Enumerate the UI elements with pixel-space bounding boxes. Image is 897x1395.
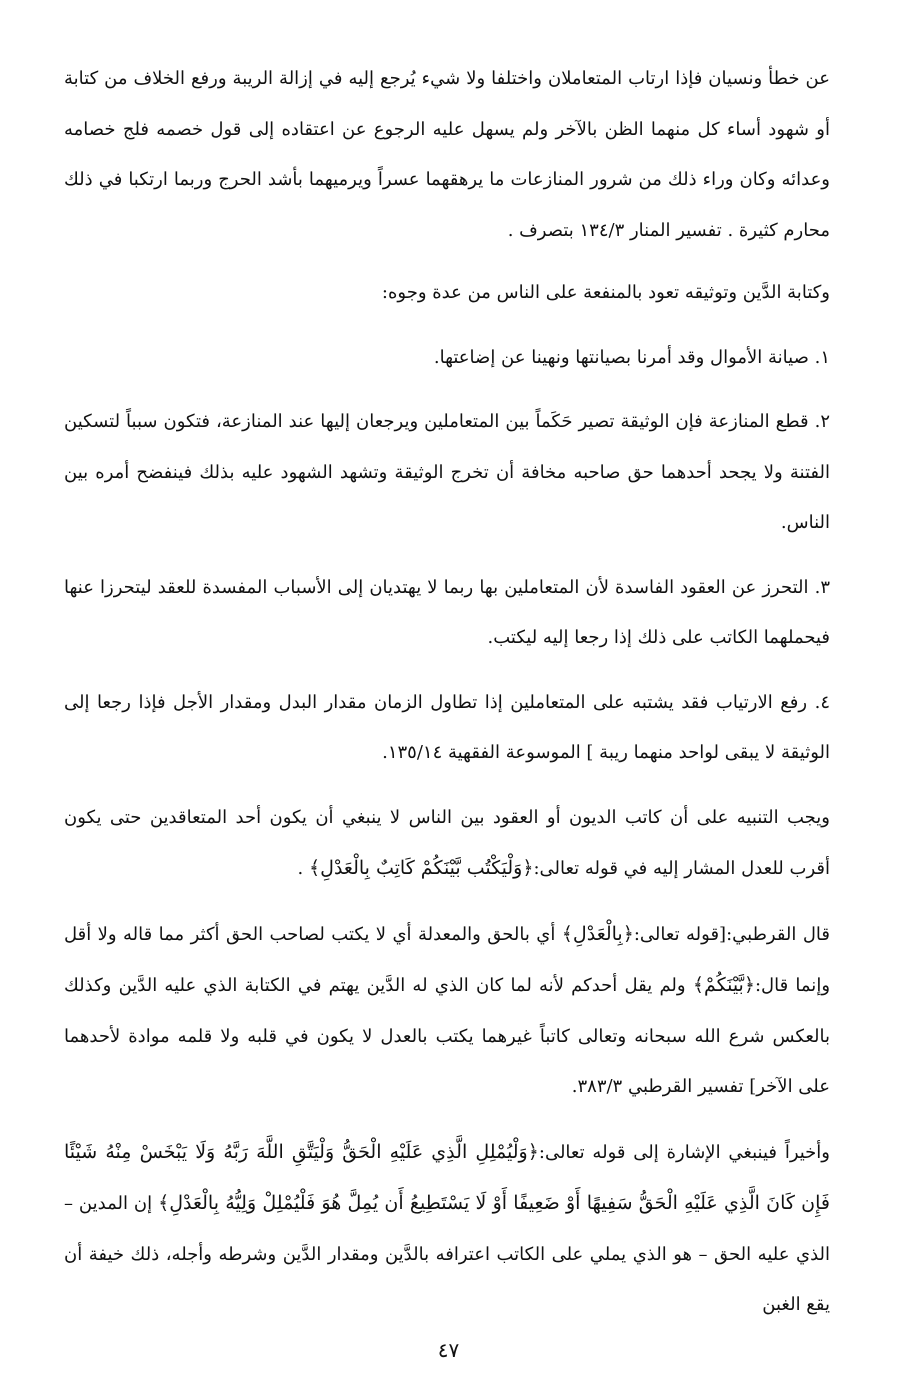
finally-text-a: وأخيراً فينبغي الإشارة إلى قوله تعالى: bbox=[538, 1141, 831, 1163]
list-item-4: ٤. رفع الارتياب فقد يشتبه على المتعاملين إذا تطاول الزمان مقدار البدل ومقدار الأجل فإذا رجعا إلى الوثيقة لا يبقى لواحد منهما ريبة ] الموسوعة الفقهية ١٣٥/١٤. bbox=[64, 691, 830, 763]
finally-text-b: إن المدين – الذي عليه الحق – هو الذي يملي على الكاتب اعترافه بالدَّين ومقدار الدَّين وشرطه وأجله، ذلك خيفة أن يقع الغبن bbox=[64, 1193, 830, 1315]
page-footer bbox=[0, 1338, 897, 1362]
qurtubi-text-a: قال القرطبي:[قوله تعالى: bbox=[633, 923, 830, 945]
paragraph-finally bbox=[64, 1127, 830, 1331]
quran-verse-quote: ﴿وَلْيَكْتُب بَّيْنَكُمْ كَاتِبٌ بِالْعَدْلِ﴾ bbox=[309, 857, 534, 879]
list-item-1: ١. صيانة الأموال وقد أمرنا بصيانتها ونهينا عن إضاعتها. bbox=[433, 346, 830, 368]
paragraph-scribe-note bbox=[64, 793, 830, 895]
quran-verse-dictation: ﴿وَلْيُمْلِلِ الَّذِي عَلَيْهِ الْحَقُّ وَلْيَتَّقِ اللَّهَ رَبَّهُ وَلَا يَبْخَسْ مِنْهُ شَيْئًا فَإِن كَانَ الَّذِي عَلَيْهِ الْحَقُّ سَفِيهًا أَوْ ضَعِيفًا أَوْ لَا يَسْتَطِيعُ أَن يُمِلَّ هُوَ فَلْيُمْلِلْ وَلِيُّهُ بِالْعَدْلِ﴾ bbox=[64, 1140, 830, 1214]
list-item-3: ٣. التحرز عن العقود الفاسدة لأن المتعاملين بها ربما لا يهتديان إلى الأسباب المفسدة للعقد ليتحرزا عنها فيحملهما الكاتب على ذلك إذا رجعا إليه ليكتب. bbox=[64, 576, 830, 648]
page-body bbox=[64, 54, 830, 1345]
paragraph-scribe-end: . bbox=[297, 858, 309, 879]
page-number: ٤٧ bbox=[437, 1338, 460, 1362]
qurtubi-text-c: ولم يقل أحدكم لأنه لما كان الذي له الدَّين يهتم في الكتابة الذي عليه الدَّين وكذلك بالعكس شرع الله سبحانه وتعالى كاتباً غيرهما يكتب بالعدل لا يكون في قلبه ولا قلمه موادة لأحدهما على الآخر] تفسير القرطبي ٣٨٣/٣. bbox=[64, 975, 830, 1097]
quran-word-baynakum: ﴿بَّيْنَكُمْ﴾ bbox=[692, 974, 755, 996]
paragraph-benefits-heading: وكتابة الدَّين وتوثيقه تعود بالمنفعة على الناس من عدة وجوه: bbox=[381, 282, 830, 303]
quran-word-biladl: ﴿بِالْعَدْلِ﴾ bbox=[561, 922, 634, 945]
paragraph-scribe-text: ويجب التنبيه على أن كاتب الديون أو العقود بين الناس لا ينبغي أن يكون أحد المتعاقدين حتى يكون أقرب للعدل المشار إليه في قوله تعالى: bbox=[64, 806, 830, 879]
paragraph-qurtubi bbox=[64, 909, 830, 1113]
qurtubi-text-b: أي بالحق والمعدلة أي لا يكتب لصاحب الحق أكثر مما قاله ولا أقل وإنما قال: bbox=[64, 923, 831, 996]
paragraph-intro-continuation: عن خطأ ونسيان فإذا ارتاب المتعاملان واختلفا ولا شيء يُرجع إليه في إزالة الريبة ورفع الخلاف من كتابة أو شهود أساء كل منهما الظن بالآخر ولم يسهل عليه الرجوع عن اعتقاده إلى قول خصمه فلج خصامه وعدائه وكان وراء ذلك من شرور المنازعات ما يرهقهما عسراً ويرميهما بأشد الحرج وربما ارتكبا في ذلك محارم كثيرة . تفسير المنار ١٣٤/٣ بتصرف . bbox=[64, 68, 831, 241]
list-item-2: ٢. قطع المنازعة فإن الوثيقة تصير حَكَماً بين المتعاملين ويرجعان إليها عند المنازعة، فتكون سبباً لتسكين الفتنة ولا يجحد أحدهما حق صاحبه مخافة أن تخرج الوثيقة وتشهد الشهود عليه بذلك فينفضح أمره بين الناس. bbox=[64, 411, 830, 533]
